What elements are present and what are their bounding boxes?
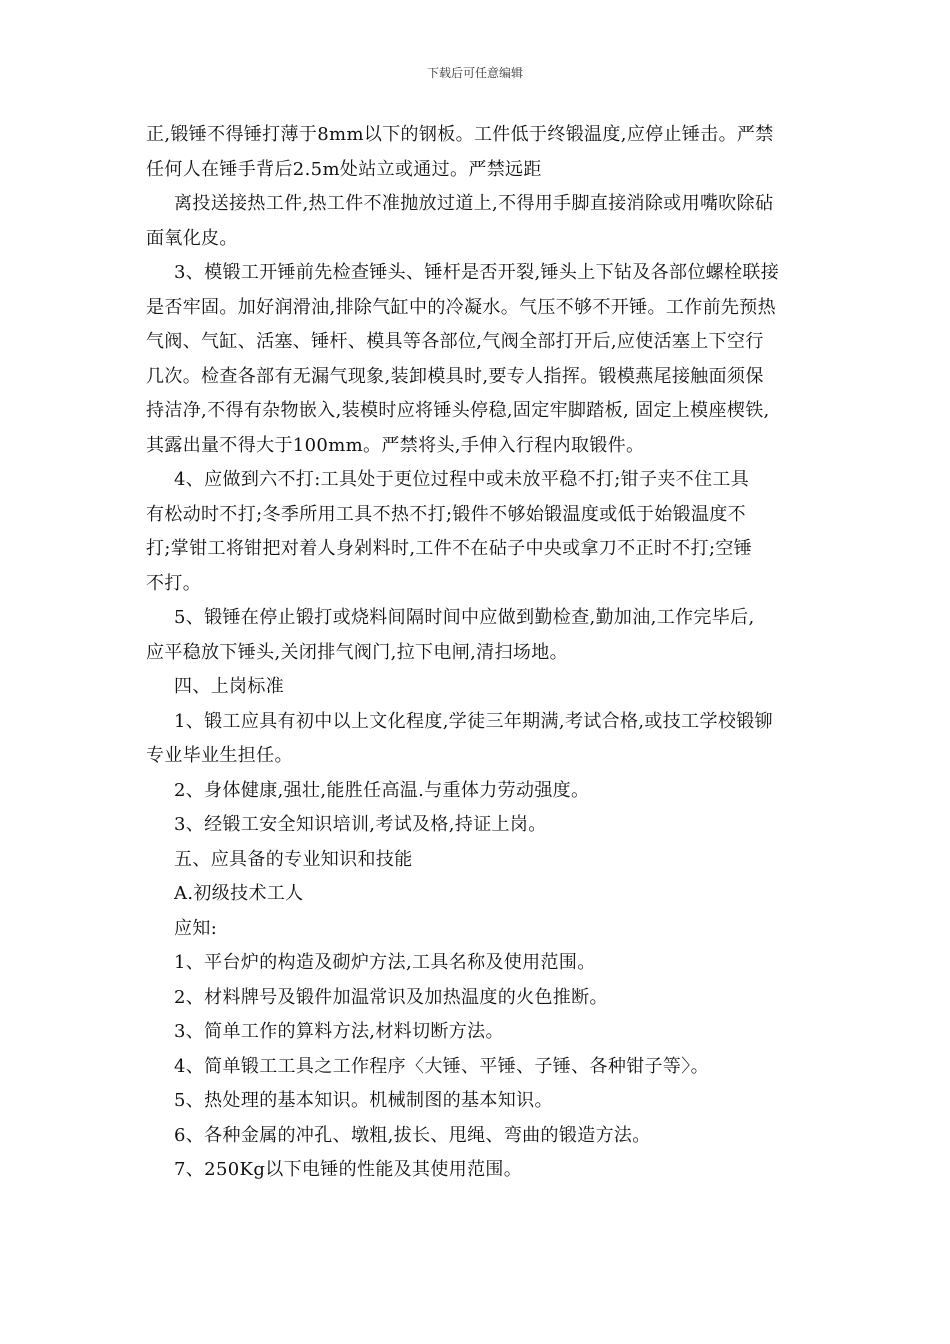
- text-line: 7、250Kg以下电锤的性能及其使用范围。: [174, 1159, 523, 1180]
- page-header: 下载后可任意编辑: [426, 66, 523, 80]
- text-line: 任何人在锤手背后2.5m处站立或通过。严禁远距: [146, 158, 542, 180]
- text-line: 1、锻工应具有初中以上文化程度,学徒三年期满,考试合格,或技工学校锻铆: [174, 710, 773, 732]
- text-line: 6、各种金属的冲孔、墩粗,拔长、甩绳、弯曲的锻造方法。: [174, 1124, 651, 1146]
- text-line: 有松动时不打;冬季所用工具不热不打;锻件不够始锻温度或低于始锻温度不: [146, 503, 747, 525]
- text-line: 不打。: [146, 572, 202, 594]
- text-line: 几次。检查各部有无漏气现象,装卸模具时,要专人指挥。锻模燕尾接触面须保: [146, 365, 764, 387]
- text-line: 应平稳放下锤头,关闭排气阀门,拉下电闸,清扫场地。: [146, 641, 568, 663]
- text-line: 正,锻锤不得锤打薄于8mm以下的钢板。工件低于终锻温度,应停止锤击。严禁: [146, 124, 774, 145]
- text-line: 面氧化皮。: [146, 227, 238, 249]
- text-line: 应知:: [174, 917, 218, 939]
- text-line: 2、材料牌号及锻件加温常识及加热温度的火色推断。: [174, 986, 608, 1008]
- text-line: 气阀、气缸、活塞、锤杆、模具等各部位,气阀全部打开后,应使活塞上下空行: [146, 331, 764, 352]
- text-line: A.初级技术工人: [174, 883, 304, 904]
- text-line: 5、锻锤在停止锻打或烧料间隔时间中应做到勤检查,勤加油,工作完毕后,: [174, 607, 755, 628]
- text-line: 3、模锻工开锤前先检查锤头、锤杆是否开裂,锤头上下钻及各部位螺栓联接: [174, 262, 780, 283]
- text-line: 持洁净,不得有杂物嵌入,装模时应将锤头停稳,固定牢脚踏板, 固定上模座楔铁,: [146, 400, 770, 421]
- text-line: 五、应具备的专业知识和技能: [174, 848, 413, 870]
- text-line: 4、应做到六不打:工具处于更位过程中或未放平稳不打;钳子夹不住工具: [174, 469, 750, 490]
- text-line: 4、简单锻工工具之工作程序〈大锤、平锤、子锤、各种钳子等〉。: [174, 1055, 709, 1077]
- text-line: 是否牢固。加好润滑油,排除气缸中的冷凝水。气压不够不开锤。工作前先预热: [146, 296, 776, 318]
- text-line: 离投送接热工件,热工件不准抛放过道上,不得用手脚直接消除或用嘴吹除砧: [174, 193, 774, 214]
- body-text: [146, 118, 822, 1188]
- text-line: 打;掌钳工将钳把对着人身剁料时,工件不在砧子中央或拿刀不正时不打;空锤: [146, 538, 753, 559]
- text-line: 四、上岗标准: [174, 676, 285, 697]
- text-line: 5、热处理的基本知识。机械制图的基本知识。: [174, 1090, 553, 1111]
- text-line: 2、身体健康,强壮,能胜任高温.与重体力劳动强度。: [174, 779, 590, 801]
- text-line: 其露出量不得大于100mm。严禁将头,手伸入行程内取锻件。: [146, 434, 645, 456]
- text-line: 3、经锻工安全知识培训,考试及格,持证上岗。: [174, 814, 547, 835]
- text-line: 3、简单工作的算料方法,材料切断方法。: [174, 1021, 504, 1042]
- text-line: 专业毕业生担任。: [146, 745, 293, 766]
- text-line: 1、平台炉的构造及砌炉方法,工具名称及使用范围。: [174, 952, 596, 973]
